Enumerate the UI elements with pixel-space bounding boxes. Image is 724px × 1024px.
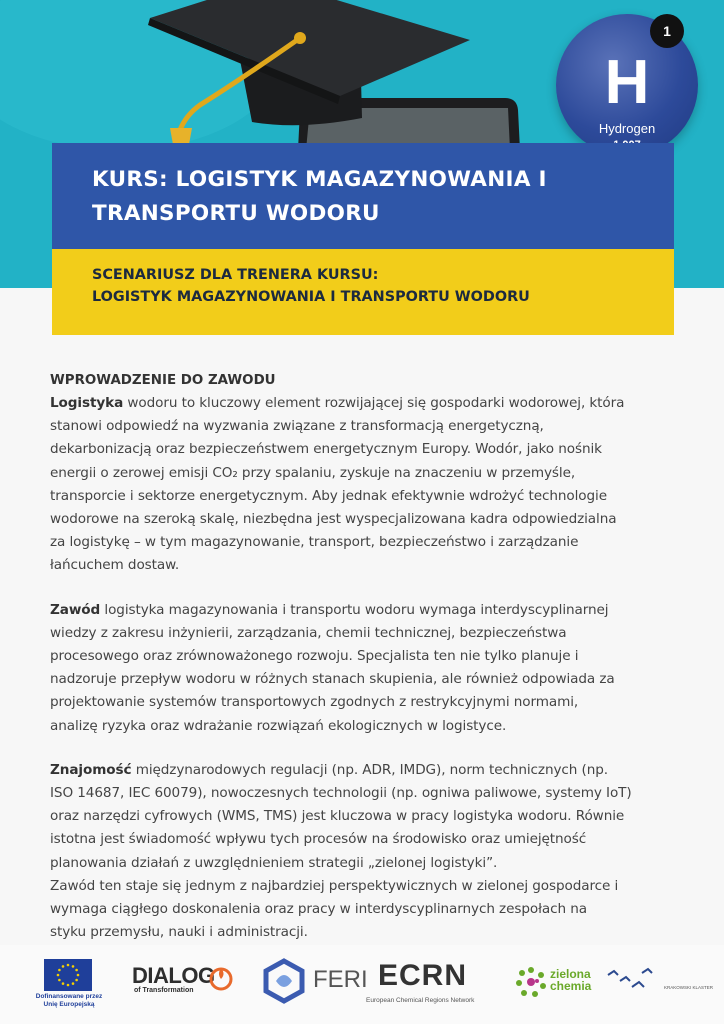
subtitle-banner: [52, 249, 674, 335]
document-body: [50, 370, 680, 944]
text-line: dekarbonizacją oraz bezpieczeństwem energetycznym Europy. Wodór, jako nośnik: [50, 441, 602, 458]
paragraph-zawod: [50, 599, 680, 738]
text-line: łańcuchem dostaw.: [50, 557, 180, 574]
text-line: wiedzy z zakresu inżynierii, zarządzania, chemii technicznej, bezpieczeństwa: [50, 624, 567, 641]
paragraph-lead: Logistyka: [50, 395, 124, 411]
eu-funding-caption: [34, 993, 104, 1009]
dialog-subtitle: of Transformation: [134, 987, 194, 994]
text-line: stanowi odpowiedź na wyzwania związane z transformacją energetyczną,: [50, 418, 544, 435]
subtitle-line-2: LOGISTYK MAGAZYNOWANIA I TRANSPORTU WODORU: [92, 289, 530, 305]
text-line: wodoru to kluczowy element rozwijającej się gospodarki wodorowej, która: [123, 395, 625, 411]
element-symbol: H: [604, 48, 650, 117]
text-line: Zawód ten staje się jednym z najbardziej perspektywicznych w zielonej gospodarce i: [50, 877, 619, 894]
atomic-number-badge: 1: [650, 14, 684, 48]
paragraph-logistyka: [50, 392, 680, 578]
text-line: oraz narzędzi cyfrowych (WMS, TMS) jest kluczowa w pracy logistyka wodoru. Równie: [50, 808, 625, 825]
text-line: wodorowe na szeroką skalę, niezbędna jest wyspecjalizowana kadra odpowiedzialna: [50, 511, 617, 528]
section-heading: WPROWADZENIE DO ZAWODU: [50, 373, 276, 388]
text-line: logistyka magazynowania i transportu wodoru wymaga interdyscyplinarnej: [100, 601, 609, 618]
text-line: transporcie i sektorze energetycznym. Aby jednak efektywnie wdrożyć technologie: [50, 487, 607, 504]
text-line: procesowego oraz zrównoważonego rozwoju. Specjalista ten nie tylko planuje i: [50, 648, 579, 665]
dialog-logo: DIALOG: [132, 963, 215, 988]
klaster-caption: KRAKOWSKI KLASTER: [664, 985, 714, 990]
partner-logos-footer: [0, 945, 724, 1024]
feri-logo-icon: [260, 957, 308, 1009]
text-line: wymaga ciągłego doskonalenia oraz pracy w interdyscyplinarnych zespołach na: [50, 901, 587, 918]
zielona-chemia-logo: [550, 968, 591, 992]
text-line: projektowanie systemów transportowych zgodnych z restrykcyjnymi normami,: [50, 694, 579, 711]
text-line: energii o zerowej emisji CO₂ przy spalaniu, zyskuje na znaczeniu w przemyśle,: [50, 464, 576, 481]
ecrn-subtitle: European Chemical Regions Network: [366, 997, 475, 1004]
ecrn-logo: ECRN: [378, 959, 468, 992]
paragraph-lead: Zawód: [50, 601, 101, 618]
paragraph-znajomosc: [50, 759, 680, 945]
element-name: Hydrogen: [598, 121, 656, 136]
text-line: międzynarodowych regulacji (np. ADR, IMDG), norm technicznych (np.: [131, 761, 609, 778]
text-line: ISO 14687, IEC 60079), nowoczesnych technologii (np. ogniwa paliwowe, systemy IoT): [50, 785, 632, 802]
title-banner: [52, 143, 674, 249]
text-line: nadzoruje przepływ wodoru w różnych stanach skupienia, ale również odpowiada za: [50, 671, 615, 688]
text-line: planowania działań z uwzględnieniem strategii „zielonej logistyki”.: [50, 854, 498, 871]
zielona-chemia-dots-icon: [514, 965, 548, 1003]
eu-flag-icon: [44, 959, 92, 991]
text-line: styku przemysłu, nauki i administracji.: [50, 924, 308, 941]
zielona-line-2: chemia: [550, 979, 592, 993]
page-title: KURS: LOGISTYK MAGAZYNOWANIA I TRANSPORTU WODORU: [92, 167, 547, 226]
text-line: analizę ryzyka oraz wdrażanie rozwiązań ekologicznych w logistyce.: [50, 717, 507, 734]
dialog-flame-icon: [208, 965, 234, 995]
feri-logo: FERI: [313, 966, 368, 993]
subtitle-line-1: SCENARIUSZ DLA TRENERA KURSU:: [92, 267, 379, 283]
paragraph-lead: Znajomość: [50, 761, 132, 778]
zielona-line-1: zielona: [550, 967, 591, 981]
birds-icon: [606, 965, 660, 1005]
eu-caption-line-1: Dofinansowane przez: [35, 993, 103, 1000]
page-subtitle: [92, 264, 634, 308]
text-line: istotna jest świadomość wpływu tych procesów na środowisko oraz umiejętność: [50, 831, 587, 848]
text-line: za logistykę – w tym magazynowanie, transport, bezpieczeństwo i zarządzanie: [50, 534, 579, 551]
eu-caption-line-2: Unię Europejską: [43, 1001, 95, 1008]
